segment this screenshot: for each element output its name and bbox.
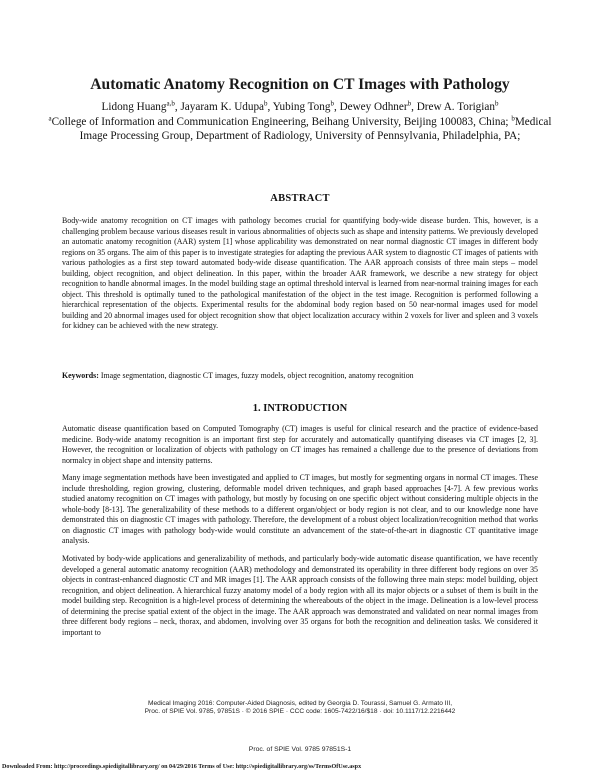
terms-of-use-link[interactable]: http://spiedigitallibrary.org/ss/TermsOfUse.aspx: [235, 764, 362, 770]
footnote-line: Medical Imaging 2016: Computer-Aided Diagnosis, edited by Georgia D. Tourassi, Samuel G. Armato III,: [147, 700, 453, 707]
introduction-body: [62, 424, 538, 645]
paragraph: Many image segmentation methods have been investigated and applied to CT images, but mostly for segmenting organs in normal CT images. These include thresholding, region growing, clustering, deformable model driven techniques, and graph based approaches [4-7]. A few previous works studied anatomy recognition on CT images with pathology, but mostly by focusing on one specific object without considering multiple objects in the whole-body [8-13]. The generalizability of these methods to a different organ/object or body region is not clear, and to our knowledge none have demonstrated this on diagnostic CT images with pathology. Therefore, the development of a robust object localization/recognition method that works on diagnostic CT images with pathology body-wide would constitute an advancement of the state-of-the-art in diagnostic CT quantitative image analysis.: [62, 473, 538, 546]
author-list: Lidong Huang$^{a,b}$, Jayaram K. Udupa$^b$, Yubing Tong$^b$, Dewey Odhner$^b$, Drew A. Torigian$^b$: [101, 99, 499, 113]
author: Yubing Tong$^b$: [272, 99, 334, 113]
download-notice: Downloaded From: http://proceedings.spiedigitallibrary.org/ on 04/29/2016 Terms of Use: http://spiedigitallibrary.org/ss/TermsOfUse.aspx: [2, 764, 362, 770]
keywords-list: Image segmentation, diagnostic CT images, fuzzy models, object recognition, anatomy recognition: [100, 371, 414, 380]
publication-footnote: [0, 700, 600, 717]
footnote-line: Proc. of SPIE Vol. 9785, 97851S · © 2016 SPIE · CCC code: 1605-7422/16/$18 · doi: 10.1117/12.2216442: [144, 708, 456, 716]
author: Lidong Huang$^{a,b}$: [101, 99, 175, 113]
paragraph: Automatic disease quantification based on Computed Tomography (CT) images is useful for clinical research and the practice of evidence-based medicine. Body-wide anatomy recognition is an important first step for accurately and automatically quantifying diseases via CT images [2, 3]. However, the recognition or localization of objects with pathology on CT images has remained a challenge due to the presence of deviations from normalcy in object shape and intensity patterns.: [62, 424, 538, 465]
keywords-label: Keywords:: [62, 371, 99, 380]
abstract-heading: ABSTRACT: [270, 193, 330, 204]
keywords: [62, 371, 538, 382]
affiliation-a: College of Information and Communication Engineering, Beihang University, Beijing 100083, China;: [51, 115, 509, 128]
paragraph: Motivated by body-wide applications and generalizability of methods, and particularly body-wide automatic disease quantification, we have recently developed a general automatic anatomy recognition (AAR) methodology and demonstrated its operability in three different body regions on over 35 objects in contrast-enhanced diagnostic CT and MR images [1]. The AAR approach consists of the following three main steps: model building, object recognition, and object delineation. A hierarchical fuzzy anatomy model of a body region with all its major objects or a subset of them is built in the model building step. Recognition is a high-level process of determining the whereabouts of the object in the image. Delineation is a low-level process of determining the precise spatial extent of the object in the image. The AAR approach was demonstrated and validated on near normal images from three different body regions – neck, thorax, and abdomen, involving over 35 organs for both the recognition and delineation tasks. We considered it important to: [62, 554, 538, 637]
page-identifier: Proc. of SPIE Vol. 9785 97851S-1: [248, 746, 352, 753]
affiliations: $^a$College of Information and Communication Engineering, Beihang University, Beijing 100083, China; $^b$Medical Image Processing Group, Department of Radiology, University of Pennsylvania, Philadelphia, PA;: [48, 113, 552, 142]
section-heading-introduction: 1. INTRODUCTION: [252, 403, 348, 414]
affiliation-b: Medical Image Processing Group, Department of Radiology, University of Pennsylvania, Philadelphia, PA;: [79, 115, 552, 142]
paper-title: Automatic Anatomy Recognition on CT Images with Pathology: [90, 76, 510, 93]
abstract-text: Body-wide anatomy recognition on CT images with pathology becomes crucial for quantifying body-wide disease burden. This, however, is a challenging problem because various diseases result in various abnormalities of objects such as shape and intensity patterns. We previously developed an automatic anatomy recognition (AAR) system [1] whose applicability was demonstrated on near normal diagnostic CT images in different body regions on 35 organs. The aim of this paper is to investigate strategies for adapting the previous AAR system to diagnostic CT images of patients with various pathologies as a first step toward automated body-wide disease quantification. The AAR approach consists of three main steps – model building, object recognition, and object delineation. In this paper, within the broader AAR framework, we describe a new strategy for object recognition to handle abnormal images. In the model building stage an optimal threshold interval is learned from near-normal training images for each object. This threshold is optimally tuned to the pathological manifestation of the object in the test image. Recognition is performed following a hierarchical representation of the objects. Experimental results for the abdominal body region based on 50 near-normal images used for model building and 20 abnormal images used for object recognition show that object localization accuracy within 2 voxels for liver and spleen and 3 voxels for kidney can be achieved with the new strategy.: [62, 216, 538, 331]
author-block: [40, 100, 560, 144]
author: Jayaram K. Udupa$^b$: [180, 99, 268, 113]
proceedings-link[interactable]: http://proceedings.spiedigitallibrary.org/: [54, 764, 160, 770]
author: Dewey Odhner$^b$: [339, 99, 412, 113]
author: Drew A. Torigian$^b$: [416, 99, 499, 113]
